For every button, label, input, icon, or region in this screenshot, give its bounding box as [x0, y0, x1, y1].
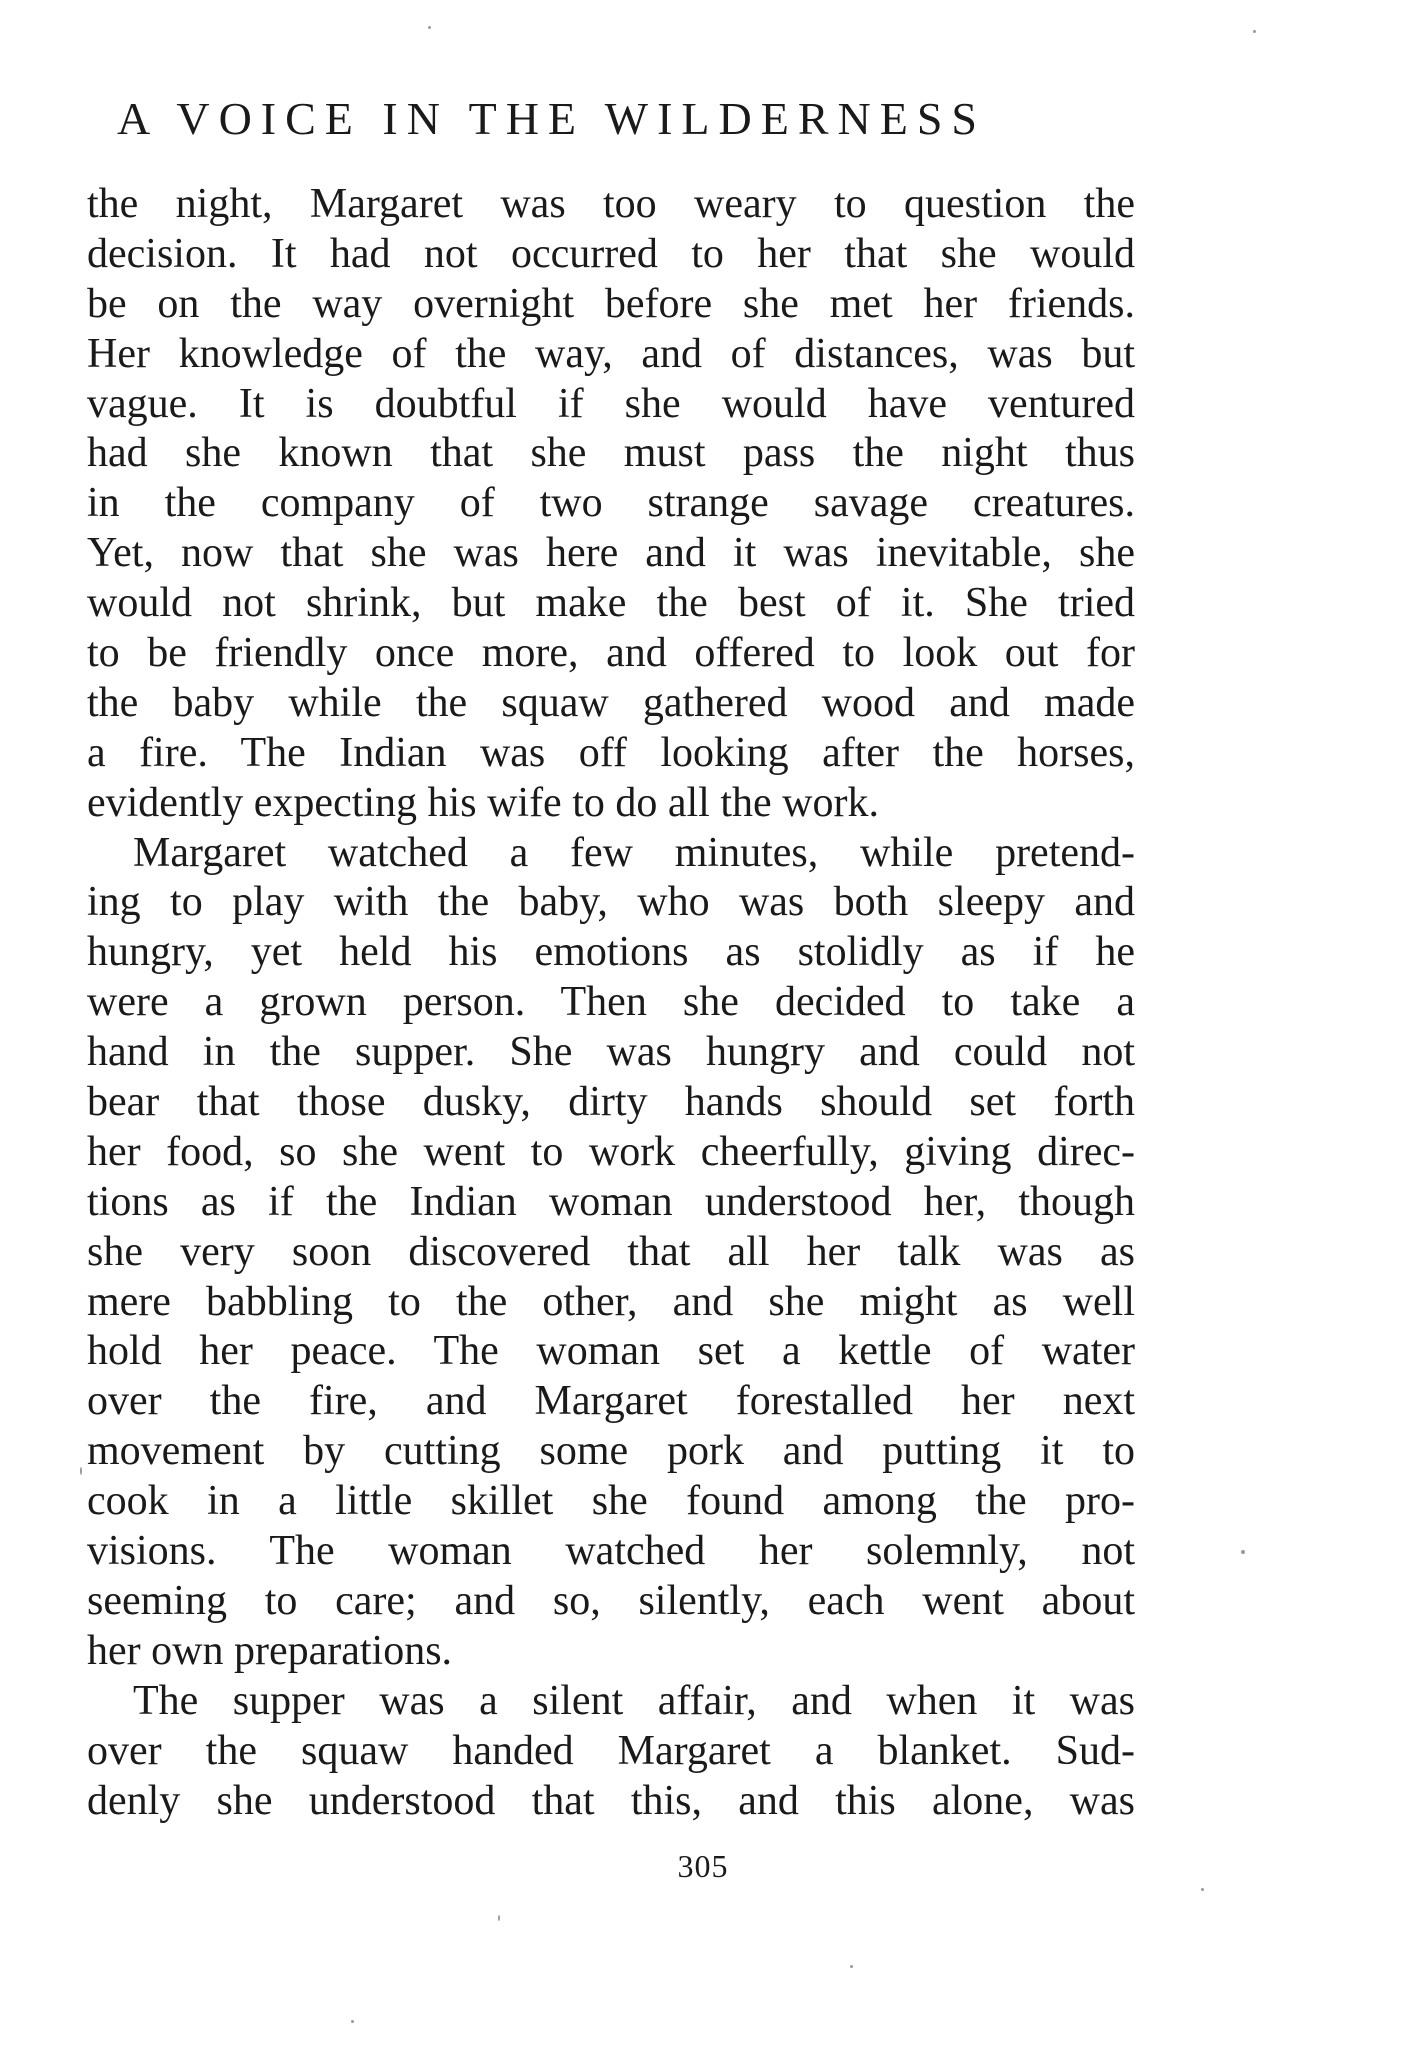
text-line: over the fire, and Margaret forestalled her next: [87, 1378, 1135, 1425]
text-line: the night, Margaret was too weary to question the: [87, 181, 1135, 227]
body-text: [87, 180, 1135, 1826]
paragraph: [87, 180, 1135, 829]
text-line: evidently expecting his wife to do all the work.: [87, 779, 879, 826]
text-line: bear that those dusky, dirty hands should set forth: [87, 1079, 1135, 1126]
text-line: seeming to care; and so, silently, each went about: [87, 1577, 1135, 1624]
text-line: Her knowledge of the way, and of distances, was but: [87, 330, 1135, 377]
text-line: mere babbling to the other, and she might as well: [87, 1278, 1135, 1325]
scan-speck: [498, 1915, 500, 1921]
paragraph: [87, 1677, 1135, 1827]
page-number: 305: [677, 1848, 729, 1884]
text-line: vague. It is doubtful if she would have ventured: [87, 380, 1135, 427]
scan-speck: [850, 1965, 853, 1968]
text-line: be on the way overnight before she met her friends.: [87, 280, 1135, 327]
scan-speck: [80, 1467, 82, 1475]
text-line: tions as if the Indian woman understood her, though: [87, 1178, 1135, 1225]
text-line: decision. It had not occurred to her that she would: [87, 230, 1135, 277]
text-line: cook in a little skillet she found among the pro-: [87, 1478, 1135, 1525]
text-line: had she known that she must pass the night thus: [87, 430, 1135, 477]
text-line: to be friendly once more, and offered to look out for: [87, 630, 1135, 677]
text-line: she very soon discovered that all her talk was as: [87, 1228, 1135, 1275]
paragraph: [87, 829, 1135, 1677]
text-line: the baby while the squaw gathered wood and made: [87, 679, 1135, 726]
text-line: her food, so she went to work cheerfully, giving direc-: [87, 1128, 1135, 1175]
scan-speck: [351, 2020, 354, 2023]
text-line: ing to play with the baby, who was both sleepy and: [87, 879, 1135, 926]
scan-speck: [1253, 30, 1256, 33]
running-head: A VOICE IN THE WILDERNESS: [117, 93, 986, 144]
text-line: her own preparations.: [87, 1627, 453, 1674]
text-line: denly she understood that this, and this alone, was: [87, 1777, 1135, 1824]
scan-speck: [428, 26, 431, 29]
text-line: hand in the supper. She was hungry and could not: [87, 1029, 1135, 1076]
text-line: would not shrink, but make the best of it. She tried: [87, 580, 1135, 627]
scan-speck: [1201, 1888, 1204, 1891]
text-line: hungry, yet held his emotions as stolidly as if he: [87, 929, 1135, 976]
text-line: Margaret watched a few minutes, while pretend-: [133, 829, 1135, 876]
text-line: a fire. The Indian was off looking after the horses,: [87, 729, 1135, 776]
text-line: in the company of two strange savage creatures.: [87, 480, 1135, 527]
text-line: The supper was a silent affair, and when it was: [133, 1677, 1135, 1724]
text-line: movement by cutting some pork and putting it to: [87, 1428, 1135, 1475]
text-line: were a grown person. Then she decided to take a: [87, 979, 1135, 1026]
scan-speck: [1241, 1550, 1245, 1554]
text-line: hold her peace. The woman set a kettle of water: [87, 1328, 1135, 1375]
text-line: over the squaw handed Margaret a blanket. Sud-: [87, 1727, 1135, 1774]
text-line: Yet, now that she was here and it was inevitable, she: [87, 530, 1135, 577]
text-line: visions. The woman watched her solemnly, not: [87, 1528, 1135, 1575]
